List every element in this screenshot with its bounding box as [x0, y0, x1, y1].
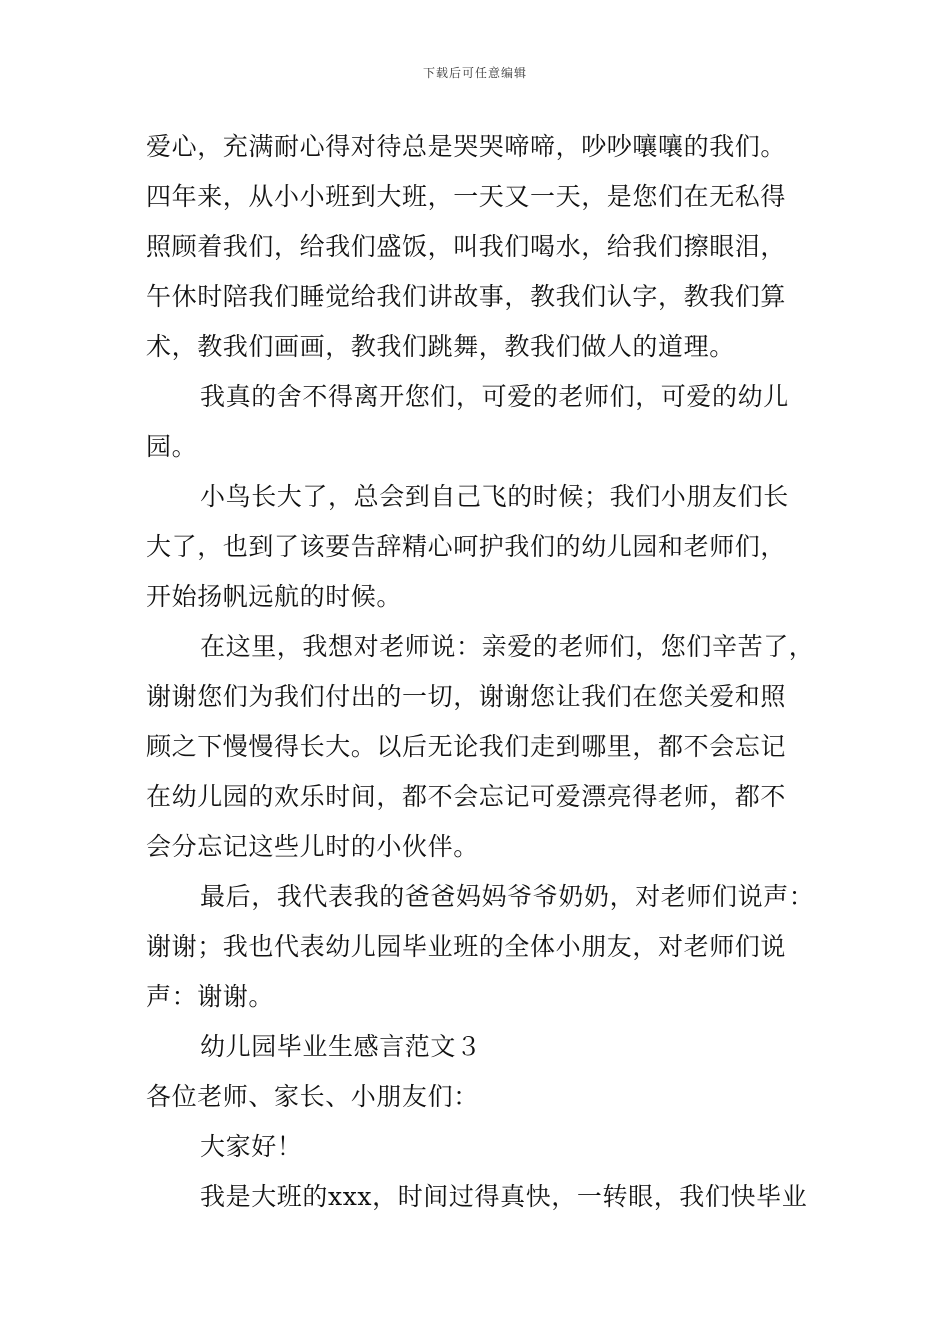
text-line: 在幼儿园的欢乐时间，都不会忘记可爱漂亮得老师，都不: [146, 782, 787, 811]
text-line: 在这里，我想对老师说：亲爱的老师们，您们辛苦了，: [200, 632, 815, 661]
text-line: 园。: [146, 432, 198, 461]
text-line: 大了，也到了该要告辞精心呵护我们的幼儿园和老师们，: [146, 532, 787, 561]
text-line: 谢谢；我也代表幼儿园毕业班的全体小朋友，对老师们说: [146, 932, 787, 961]
text-line: 四年来，从小小班到大班，一天又一天，是您们在无私得: [146, 182, 787, 211]
text-line: 最后，我代表我的爸爸妈妈爷爷奶奶，对老师们说声：: [200, 882, 815, 911]
text-line: 幼儿园毕业生感言范文３: [200, 1032, 482, 1061]
text-line: 顾之下慢慢得长大。以后无论我们走到哪里，都不会忘记: [146, 732, 787, 761]
header-note: 下载后可任意编辑: [422, 66, 527, 80]
text-line: 午休时陪我们睡觉给我们讲故事，教我们认字，教我们算: [146, 282, 787, 311]
text-line: 我真的舍不得离开您们，可爱的老师们，可爱的幼儿: [200, 382, 789, 411]
text-line: 声：谢谢。: [146, 982, 275, 1011]
text-line: 谢谢您们为我们付出的一切，谢谢您让我们在您关爱和照: [146, 682, 787, 711]
text-line: 各位老师、家长、小朋友们：: [146, 1082, 479, 1111]
text-line: 照顾着我们，给我们盛饭，叫我们喝水，给我们擦眼泪，: [146, 232, 787, 261]
text-line: 开始扬帆远航的时候。: [146, 582, 403, 611]
text-line: 会分忘记这些儿时的小伙伴。: [146, 832, 479, 861]
text-line: 我是大班的xxx，时间过得真快，一转眼，我们快毕业: [200, 1182, 808, 1211]
text-line: 大家好！: [200, 1132, 303, 1161]
text-line: 爱心，充满耐心得对待总是哭哭啼啼，吵吵嚷嚷的我们。: [146, 132, 787, 161]
text-line: 术，教我们画画，教我们跳舞，教我们做人的道理。: [146, 332, 735, 361]
text-line: 小鸟长大了，总会到自己飞的时候；我们小朋友们长: [200, 482, 789, 511]
